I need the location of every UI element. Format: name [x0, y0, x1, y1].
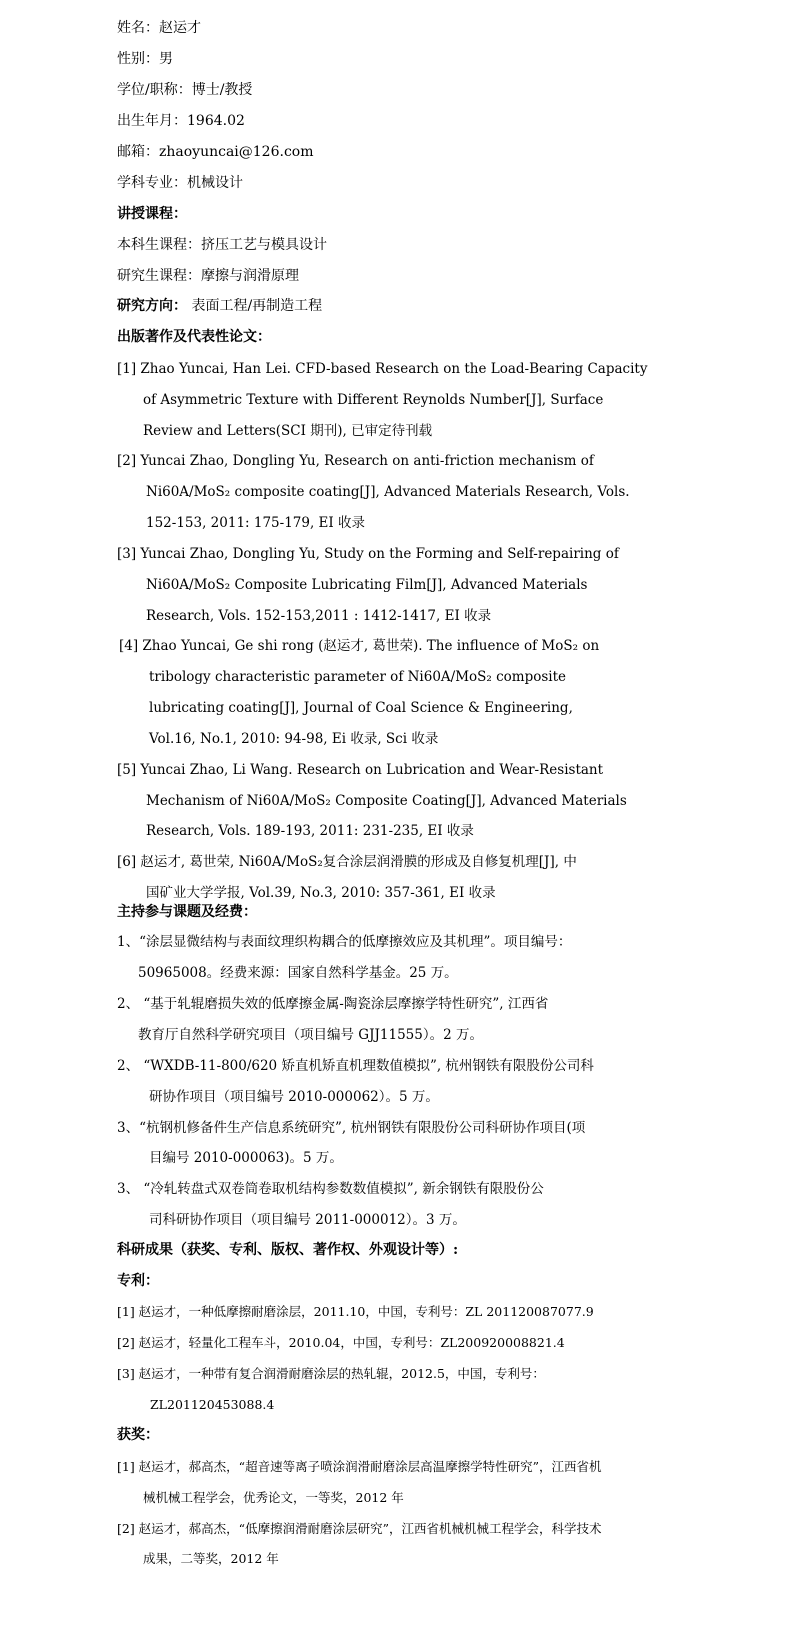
pub-3-line-1: [3] Yuncai Zhao, Dongling Yu, Study on the Forming and Self-repairing of	[117, 546, 619, 562]
pub-2-line-2: Ni60A/MoS₂ composite coating[J], Advanced Materials Research, Vols.	[146, 484, 630, 500]
birth-label: 出生年月：	[117, 113, 187, 129]
research-value: 表面工程/再制造工程	[191, 298, 323, 314]
award-1-line-2: 械机械工程学会，优秀论文，一等奖，2012 年	[143, 1490, 404, 1505]
email-value: zhaoyuncai@126.com	[159, 144, 314, 160]
award-1-line-1: [1] 赵运才，郝高杰，“超音速等离子喷涂润滑耐磨涂层高温摩擦学特性研究”，江西省机	[117, 1459, 602, 1474]
pub-4-line-2: tribology characteristic parameter of Ni60A/MoS₂ composite	[149, 669, 567, 685]
award-2-line-2: 成果，二等奖，2012 年	[143, 1551, 279, 1566]
patent-2: [2] 赵运才，轻量化工程车斗，2010.04，中国，专利号：ZL200920008821.4	[117, 1335, 565, 1350]
name-value: 赵运才	[159, 20, 201, 36]
pub-5-line-1: [5] Yuncai Zhao, Li Wang. Research on Lubrication and Wear-Resistant	[117, 762, 604, 778]
major-row	[117, 173, 243, 193]
email-label: 邮箱：	[117, 144, 159, 160]
project-3-line-2: 研协作项目（项目编号 2010-000062）。5 万。	[149, 1089, 439, 1105]
pub-6-line-2: 国矿业大学学报, Vol.39, No.3, 2010: 357-361, EI 收录	[146, 885, 496, 901]
courses-heading: 讲授课程：	[117, 206, 187, 222]
pub-3-line-3: Research, Vols. 152-153,2011 : 1412-1417, EI 收录	[146, 608, 492, 624]
project-3-line-1: 2、 “WXDB-11-800/620 矫直机矫直机理数值模拟”, 杭州钢铁有限股份公司科	[117, 1058, 594, 1074]
major-label: 学科专业：	[117, 175, 187, 191]
project-1-line-2: 50965008。经费来源：国家自然科学基金。25 万。	[138, 965, 458, 981]
degree-value: 博士/教授	[191, 82, 253, 98]
pub-5-line-3: Research, Vols. 189-193, 2011: 231-235, EI 收录	[146, 823, 474, 839]
gender-value: 男	[159, 51, 173, 67]
degree-row	[117, 80, 252, 100]
pub-2-line-3: 152-153, 2011: 175-179, EI 收录	[146, 515, 366, 531]
project-5-line-1: 3、 “冷轧转盘式双卷筒卷取机结构参数数值模拟”, 新余钢铁有限股份公	[117, 1181, 544, 1197]
awards-heading: 获奖：	[117, 1427, 159, 1443]
project-5-line-2: 司科研协作项目（项目编号 2011-000012）。3 万。	[149, 1212, 466, 1228]
pub-4-line-3: lubricating coating[J], Journal of Coal Science & Engineering,	[149, 700, 573, 716]
patent-3-line-1: [3] 赵运才，一种带有复合润滑耐磨涂层的热轧辊，2012.5，中国，专利号：	[117, 1366, 545, 1381]
pub-2-line-1: [2] Yuncai Zhao, Dongling Yu, Research on anti-friction mechanism of	[117, 453, 594, 469]
publications-heading: 出版著作及代表性论文：	[117, 329, 271, 345]
award-2-line-1: [2] 赵运才，郝高杰，“低摩擦润滑耐磨涂层研究”，江西省机械机械工程学会，科学技术	[117, 1521, 602, 1536]
pub-4-line-4: Vol.16, No.1, 2010: 94-98, Ei 收录, Sci 收录	[149, 731, 439, 747]
research-row	[117, 296, 322, 316]
undergrad-course: 本科生课程：挤压工艺与模具设计	[117, 237, 327, 253]
graduate-course: 研究生课程：摩擦与润滑原理	[117, 268, 299, 284]
research-label: 研究方向：	[117, 298, 187, 314]
patents-heading: 专利：	[117, 1273, 159, 1289]
gender-row	[117, 49, 173, 69]
birth-value: 1964.02	[187, 113, 245, 129]
email-row	[117, 142, 314, 162]
patent-1: [1] 赵运才，一种低摩擦耐磨涂层，2011.10，中国，专利号：ZL 201120087077.9	[117, 1304, 594, 1319]
major-value: 机械设计	[187, 175, 243, 191]
degree-label: 学位/职称：	[117, 82, 192, 98]
project-1-line-1: 1、“涂层显微结构与表面纹理织构耦合的低摩擦效应及其机理”。项目编号：	[117, 934, 572, 950]
patent-3-line-2: ZL201120453088.4	[150, 1397, 275, 1412]
name-row	[117, 18, 201, 38]
pub-3-line-2: Ni60A/MoS₂ Composite Lubricating Film[J], Advanced Materials	[146, 577, 588, 593]
achievements-heading: 科研成果（获奖、专利、版权、著作权、外观设计等）:	[117, 1242, 459, 1258]
pub-1-line-1: [1] Zhao Yuncai, Han Lei. CFD-based Research on the Load-Bearing Capacity	[117, 361, 648, 377]
gender-label: 性别：	[117, 51, 159, 67]
pub-4-line-1: [4] Zhao Yuncai, Ge shi rong (赵运才, 葛世荣). The influence of MoS₂ on	[119, 638, 600, 654]
projects-heading: 主持参与课题及经费：	[117, 904, 257, 920]
project-4-line-1: 3、“杭钢机修备件生产信息系统研究”, 杭州钢铁有限股份公司科研协作项目(项	[117, 1120, 586, 1136]
project-2-line-1: 2、 “基于轧辊磨损失效的低摩擦金属-陶瓷涂层摩擦学特性研究”, 江西省	[117, 996, 549, 1012]
birth-row	[117, 111, 245, 131]
pub-5-line-2: Mechanism of Ni60A/MoS₂ Composite Coating[J], Advanced Materials	[146, 793, 627, 809]
project-4-line-2: 目编号 2010-000063)。5 万。	[149, 1150, 343, 1166]
project-2-line-2: 教育厅自然科学研究项目（项目编号 GJJ11555）。2 万。	[138, 1027, 483, 1043]
pub-1-line-3: Review and Letters(SCI 期刊), 已审定待刊载	[143, 423, 433, 439]
name-label: 姓名：	[117, 20, 159, 36]
pub-1-line-2: of Asymmetric Texture with Different Reynolds Number[J], Surface	[143, 392, 604, 408]
pub-6-line-1: [6] 赵运才, 葛世荣, Ni60A/MoS₂复合涂层润滑膜的形成及自修复机理[J], 中	[117, 854, 577, 870]
